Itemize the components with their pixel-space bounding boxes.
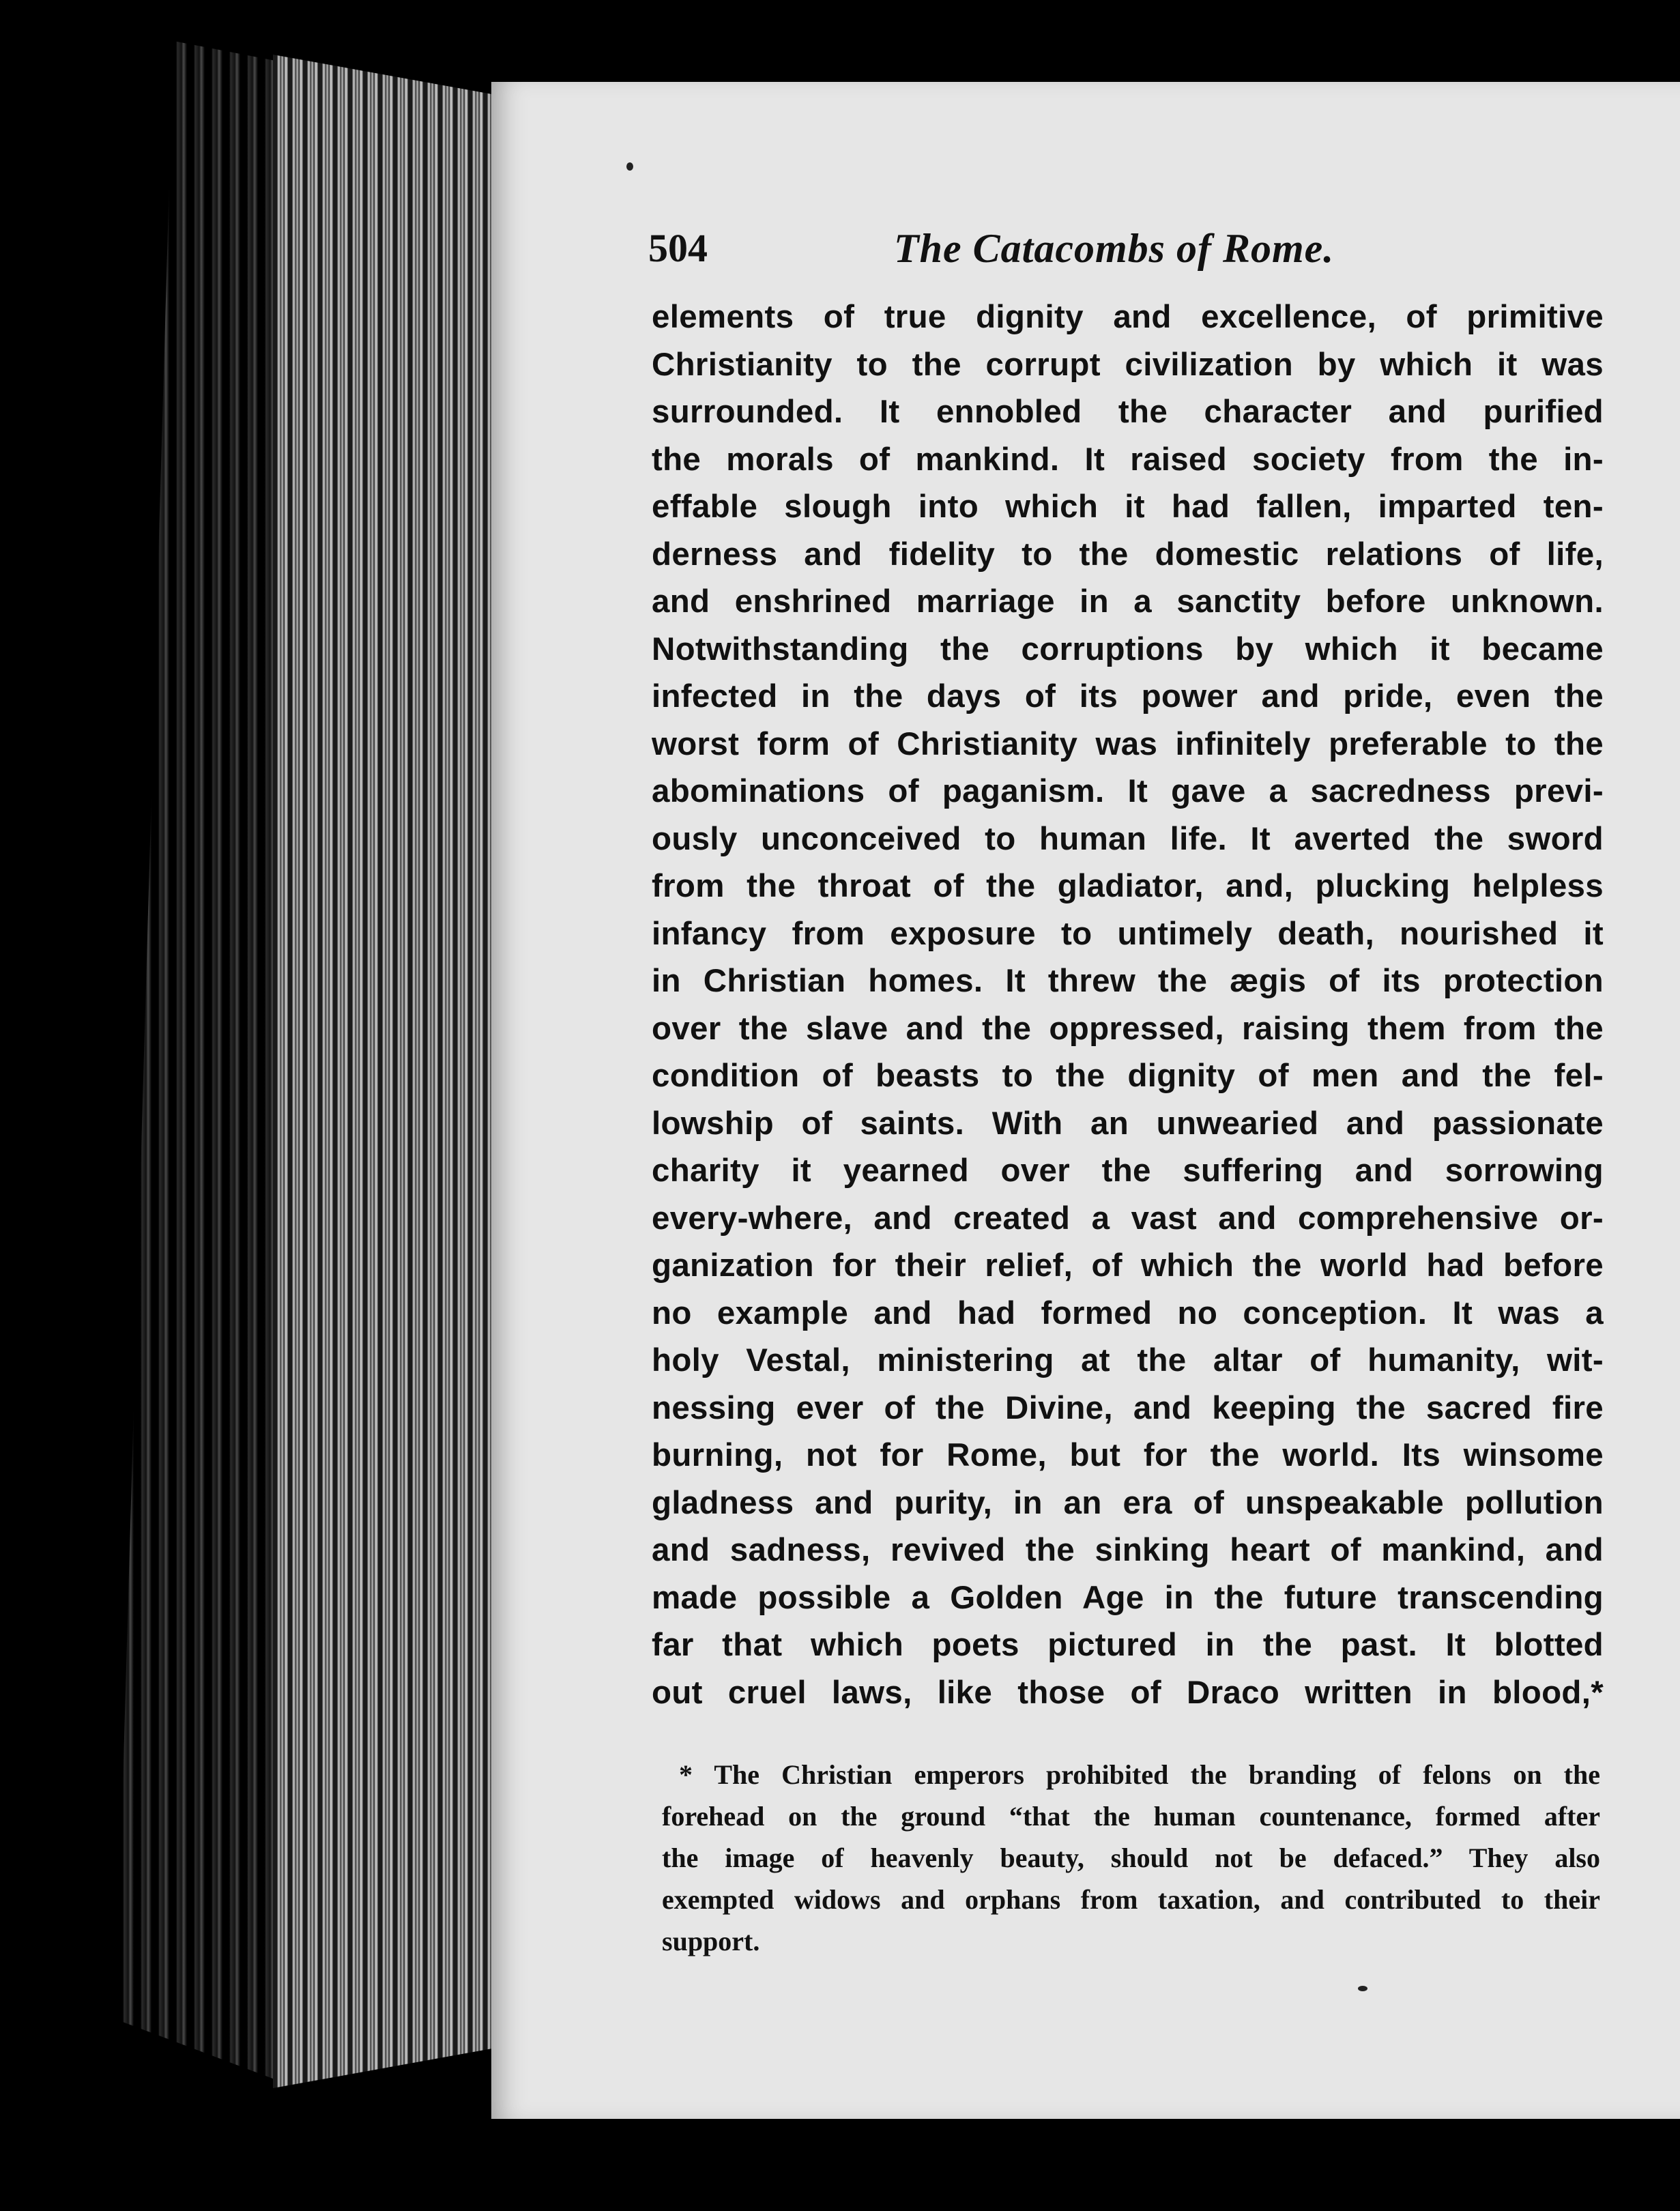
body-text bbox=[652, 293, 1604, 1716]
footnote-line: exempted widows and orphans from taxation, and contributed to their bbox=[662, 1884, 1600, 1915]
footnote bbox=[662, 1754, 1600, 1962]
text-line: no example and had formed no conception. It was a bbox=[652, 1295, 1604, 1331]
text-line: worst form of Christianity was infinitely preferable to the bbox=[652, 725, 1604, 762]
text-line: holy Vestal, ministering at the altar of humanity, wit- bbox=[652, 1342, 1604, 1378]
text-line: derness and fidelity to the domestic relations of life, bbox=[652, 536, 1604, 573]
text-line: Notwithstanding the corruptions by which it became bbox=[652, 631, 1604, 667]
running-head bbox=[648, 225, 1569, 287]
book-page bbox=[491, 82, 1680, 2119]
footnote-line: * The Christian emperors prohibited the branding of felons on the bbox=[679, 1759, 1600, 1790]
footnote-line: support. bbox=[662, 1926, 760, 1956]
text-line: and sadness, revived the sinking heart of mankind, and bbox=[652, 1532, 1604, 1568]
book-edge-shadow bbox=[116, 41, 280, 2102]
text-line: made possible a Golden Age in the future transcending bbox=[652, 1579, 1604, 1616]
text-line: effable slough into which it had fallen, imparted ten- bbox=[652, 489, 1604, 525]
text-line: elements of true dignity and excellence, of primitive bbox=[652, 299, 1604, 335]
text-line: burning, not for Rome, but for the world. Its winsome bbox=[652, 1437, 1604, 1473]
text-line: ganization for their relief, of which the world had before bbox=[652, 1247, 1604, 1284]
text-line: out cruel laws, like those of Draco written in blood,* bbox=[652, 1674, 1604, 1711]
text-line: surrounded. It ennobled the character and purified bbox=[652, 394, 1604, 430]
running-title: The Catacombs of Rome. bbox=[894, 226, 1335, 271]
text-line: infected in the days of its power and pride, even the bbox=[652, 678, 1604, 714]
text-line: condition of beasts to the dignity of men and the fel- bbox=[652, 1058, 1604, 1094]
footnote-line: the image of heavenly beauty, should not be defaced.” They also bbox=[662, 1843, 1600, 1873]
ink-speck bbox=[1358, 1986, 1367, 1991]
text-line: and enshrined marriage in a sanctity before unknown. bbox=[652, 583, 1604, 620]
text-line: from the throat of the gladiator, and, plucking helpless bbox=[652, 868, 1604, 904]
footnote-line: forehead on the ground “that the human countenance, formed after bbox=[662, 1801, 1600, 1832]
text-line: charity it yearned over the suffering and sorrowing bbox=[652, 1153, 1604, 1189]
text-line: lowship of saints. With an unwearied and passionate bbox=[652, 1105, 1604, 1142]
text-line: far that which poets pictured in the past. It blotted bbox=[652, 1627, 1604, 1663]
page-number: 504 bbox=[648, 226, 708, 270]
text-line: abominations of paganism. It gave a sacredness previ- bbox=[652, 773, 1604, 809]
text-line: infancy from exposure to untimely death, nourished it bbox=[652, 915, 1604, 952]
text-line: the morals of mankind. It raised society from the in- bbox=[652, 441, 1604, 478]
text-line: in Christian homes. It threw the ægis of its protection bbox=[652, 963, 1604, 999]
text-line: ously unconceived to human life. It averted the sword bbox=[652, 820, 1604, 857]
text-line: nessing ever of the Divine, and keeping the sacred fire bbox=[652, 1389, 1604, 1426]
page-edges bbox=[273, 55, 498, 2088]
text-line: gladness and purity, in an era of unspeakable pollution bbox=[652, 1484, 1604, 1521]
text-line: Christianity to the corrupt civilization by which it was bbox=[652, 346, 1604, 383]
text-line: over the slave and the oppressed, raising them from the bbox=[652, 1010, 1604, 1047]
ink-speck bbox=[626, 162, 633, 171]
text-line: every-where, and created a vast and comprehensive or- bbox=[652, 1200, 1604, 1237]
